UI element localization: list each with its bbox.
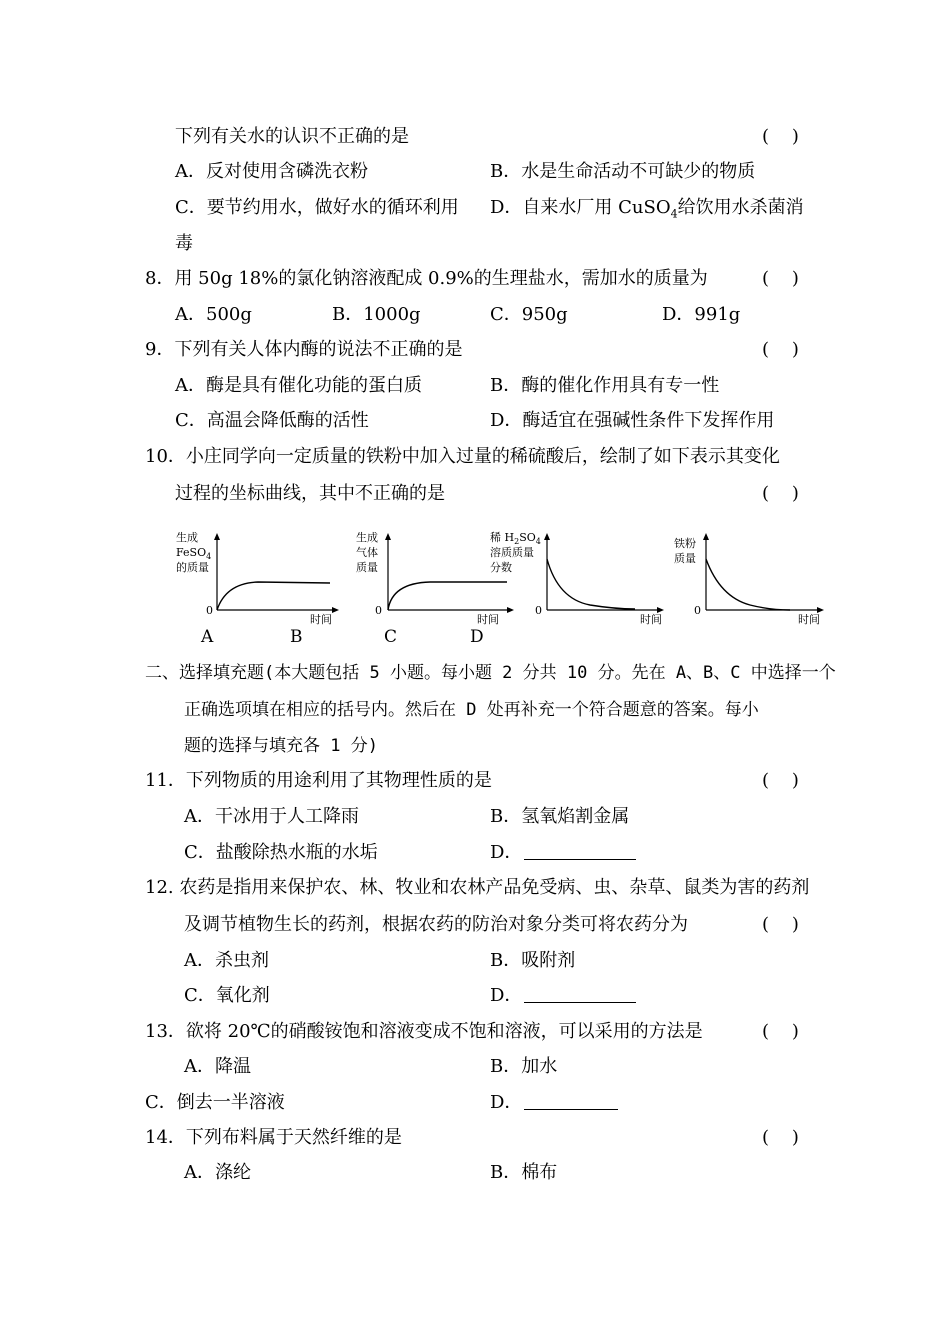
answer-parenthesis: ( ) [762, 1021, 799, 1042]
chart-c-y-arrow [544, 533, 550, 540]
q7-option-c: C．要节约用水，做好水的循环利用 [175, 197, 459, 218]
chart-b-y-arrow [385, 533, 391, 540]
chart-d-xlabel: 时间 [798, 613, 820, 626]
q8-option-d: D．991g [662, 304, 741, 325]
q9-option-c: C．高温会降低酶的活性 [175, 410, 369, 431]
q10-stem-line2: 过程的坐标曲线，其中不正确的是 [175, 483, 445, 504]
answer-parenthesis: ( ) [762, 268, 799, 289]
q11-option-a: A．干冰用于人工降雨 [184, 806, 359, 827]
chart-d-ylabel-1: 铁粉 [674, 537, 696, 550]
section-2-heading: 二、选择填充题(本大题包括 5 小题。每小题 2 分共 10 分。先在 A、B、C 中选择一个 [145, 663, 836, 683]
q11-stem: 11．下列物质的用途利用了其物理性质的是 [145, 770, 492, 791]
answer-parenthesis: ( ) [762, 483, 799, 504]
section-2-instructions-line3: 题的选择与填充各 1 分) [184, 736, 378, 756]
q12-option-d: D． [490, 984, 636, 1008]
chart-c-ylabel-2: 溶质质量 [490, 546, 534, 559]
q10-stem-line1: 10．小庄同学向一定质量的铁粉中加入过量的稀硫酸后，绘制了如下表示其变化 [145, 446, 780, 467]
chart-b-xlabel: 时间 [477, 613, 499, 626]
q13-option-d: D． [490, 1091, 618, 1115]
q9-stem: 9．下列有关人体内酶的说法不正确的是 [145, 339, 463, 360]
chart-label-c: C [384, 627, 398, 647]
q14-option-b: B．棉布 [490, 1162, 558, 1183]
chart-a-x-arrow [332, 607, 339, 613]
chart-c-ylabel-1: 稀 $H_2SO_4$ [490, 531, 541, 546]
q13-option-c: C．倒去一半溶液 [145, 1092, 285, 1113]
chart-a-origin: 0 [206, 604, 213, 617]
chart-b-ylabel-1: 生成 [356, 531, 378, 544]
chart-b-origin: 0 [375, 604, 382, 617]
chart-label-a: A [201, 627, 214, 647]
chart-label-b: B [290, 627, 303, 647]
answer-blank [524, 1091, 618, 1110]
chart-c-ylabel-3: 分数 [490, 561, 512, 574]
chart-label-d: D [470, 627, 484, 647]
chart-c-curve [547, 559, 635, 609]
answer-parenthesis: ( ) [762, 914, 799, 935]
q9-option-b: B．酶的催化作用具有专一性 [490, 375, 720, 396]
q12-stem-line1: 12. 农药是指用来保护农、林、牧业和农林产品免受病、虫、杂草、鼠类为害的药剂 [145, 877, 810, 898]
chart-d-ylabel-2: 质量 [674, 552, 696, 565]
answer-blank [524, 984, 636, 1003]
q13-stem: 13．欲将 20℃的硝酸铵饱和溶液变成不饱和溶液，可以采用的方法是 [145, 1021, 703, 1042]
q13-option-a: A．降温 [184, 1056, 251, 1077]
chart-d [670, 527, 830, 627]
chart-a-curve [217, 582, 330, 610]
answer-parenthesis: ( ) [762, 1127, 799, 1148]
q7-option-a: A．反对使用含磷洗衣粉 [175, 161, 368, 182]
q7-stem: 下列有关水的认识不正确的是 [175, 126, 409, 147]
answer-blank [524, 841, 636, 860]
q7-option-b: B．水是生命活动不可缺少的物质 [490, 161, 756, 182]
chart-c [490, 527, 670, 627]
answer-parenthesis: ( ) [762, 770, 799, 791]
q12-stem-line2: 及调节植物生长的药剂，根据农药的防治对象分类可将农药分为 [184, 914, 688, 935]
q8-option-a: A．500g [175, 304, 252, 325]
q14-stem: 14．下列布料属于天然纤维的是 [145, 1127, 402, 1148]
chart-b-ylabel-3: 质量 [356, 561, 378, 574]
q8-option-b: B．1000g [332, 304, 421, 325]
chart-a-ylabel-2: FeSO$_4$ [176, 546, 212, 561]
chart-d-y-arrow [703, 533, 709, 540]
chart-a-ylabel-3: 的质量 [176, 561, 209, 574]
q11-option-c: C．盐酸除热水瓶的水垢 [184, 842, 378, 863]
chart-a-xlabel: 时间 [310, 613, 332, 626]
answer-parenthesis: ( ) [762, 126, 799, 147]
answer-parenthesis: ( ) [762, 339, 799, 360]
q7-option-d: D．自来水厂用 CuSO$_4$给饮用水杀菌消 [490, 197, 804, 221]
chart-a [170, 527, 340, 627]
chart-a-ylabel-1: 生成 [176, 531, 198, 544]
chart-c-origin: 0 [535, 604, 542, 617]
q12-option-a: A．杀虫剂 [184, 950, 269, 971]
q9-option-a: A．酶是具有催化功能的蛋白质 [175, 375, 422, 396]
chart-a-y-arrow [214, 533, 220, 540]
q14-option-a: A．涤纶 [184, 1162, 251, 1183]
q12-option-c: C．氧化剂 [184, 985, 270, 1006]
q9-option-d: D．酶适宜在强碱性条件下发挥作用 [490, 410, 775, 431]
chart-b-ylabel-2: 气体 [356, 546, 378, 559]
q7-option-d-continued: 毒 [175, 233, 193, 254]
q13-option-b: B．加水 [490, 1056, 558, 1077]
section-2-instructions-line2: 正确选项填在相应的括号内。然后在 D 处再补充一个符合题意的答案。每小 [184, 700, 759, 720]
q11-option-d: D． [490, 841, 636, 865]
chart-c-xlabel: 时间 [640, 613, 662, 626]
q8-stem: 8．用 50g 18%的氯化钠溶液配成 0.9%的生理盐水，需加水的质量为 [145, 268, 708, 289]
q11-option-b: B．氢氧焰割金属 [490, 806, 630, 827]
q8-option-c: C．950g [490, 304, 568, 325]
q12-option-b: B．吸附剂 [490, 950, 576, 971]
chart-d-origin: 0 [694, 604, 701, 617]
chart-d-curve [706, 559, 790, 610]
